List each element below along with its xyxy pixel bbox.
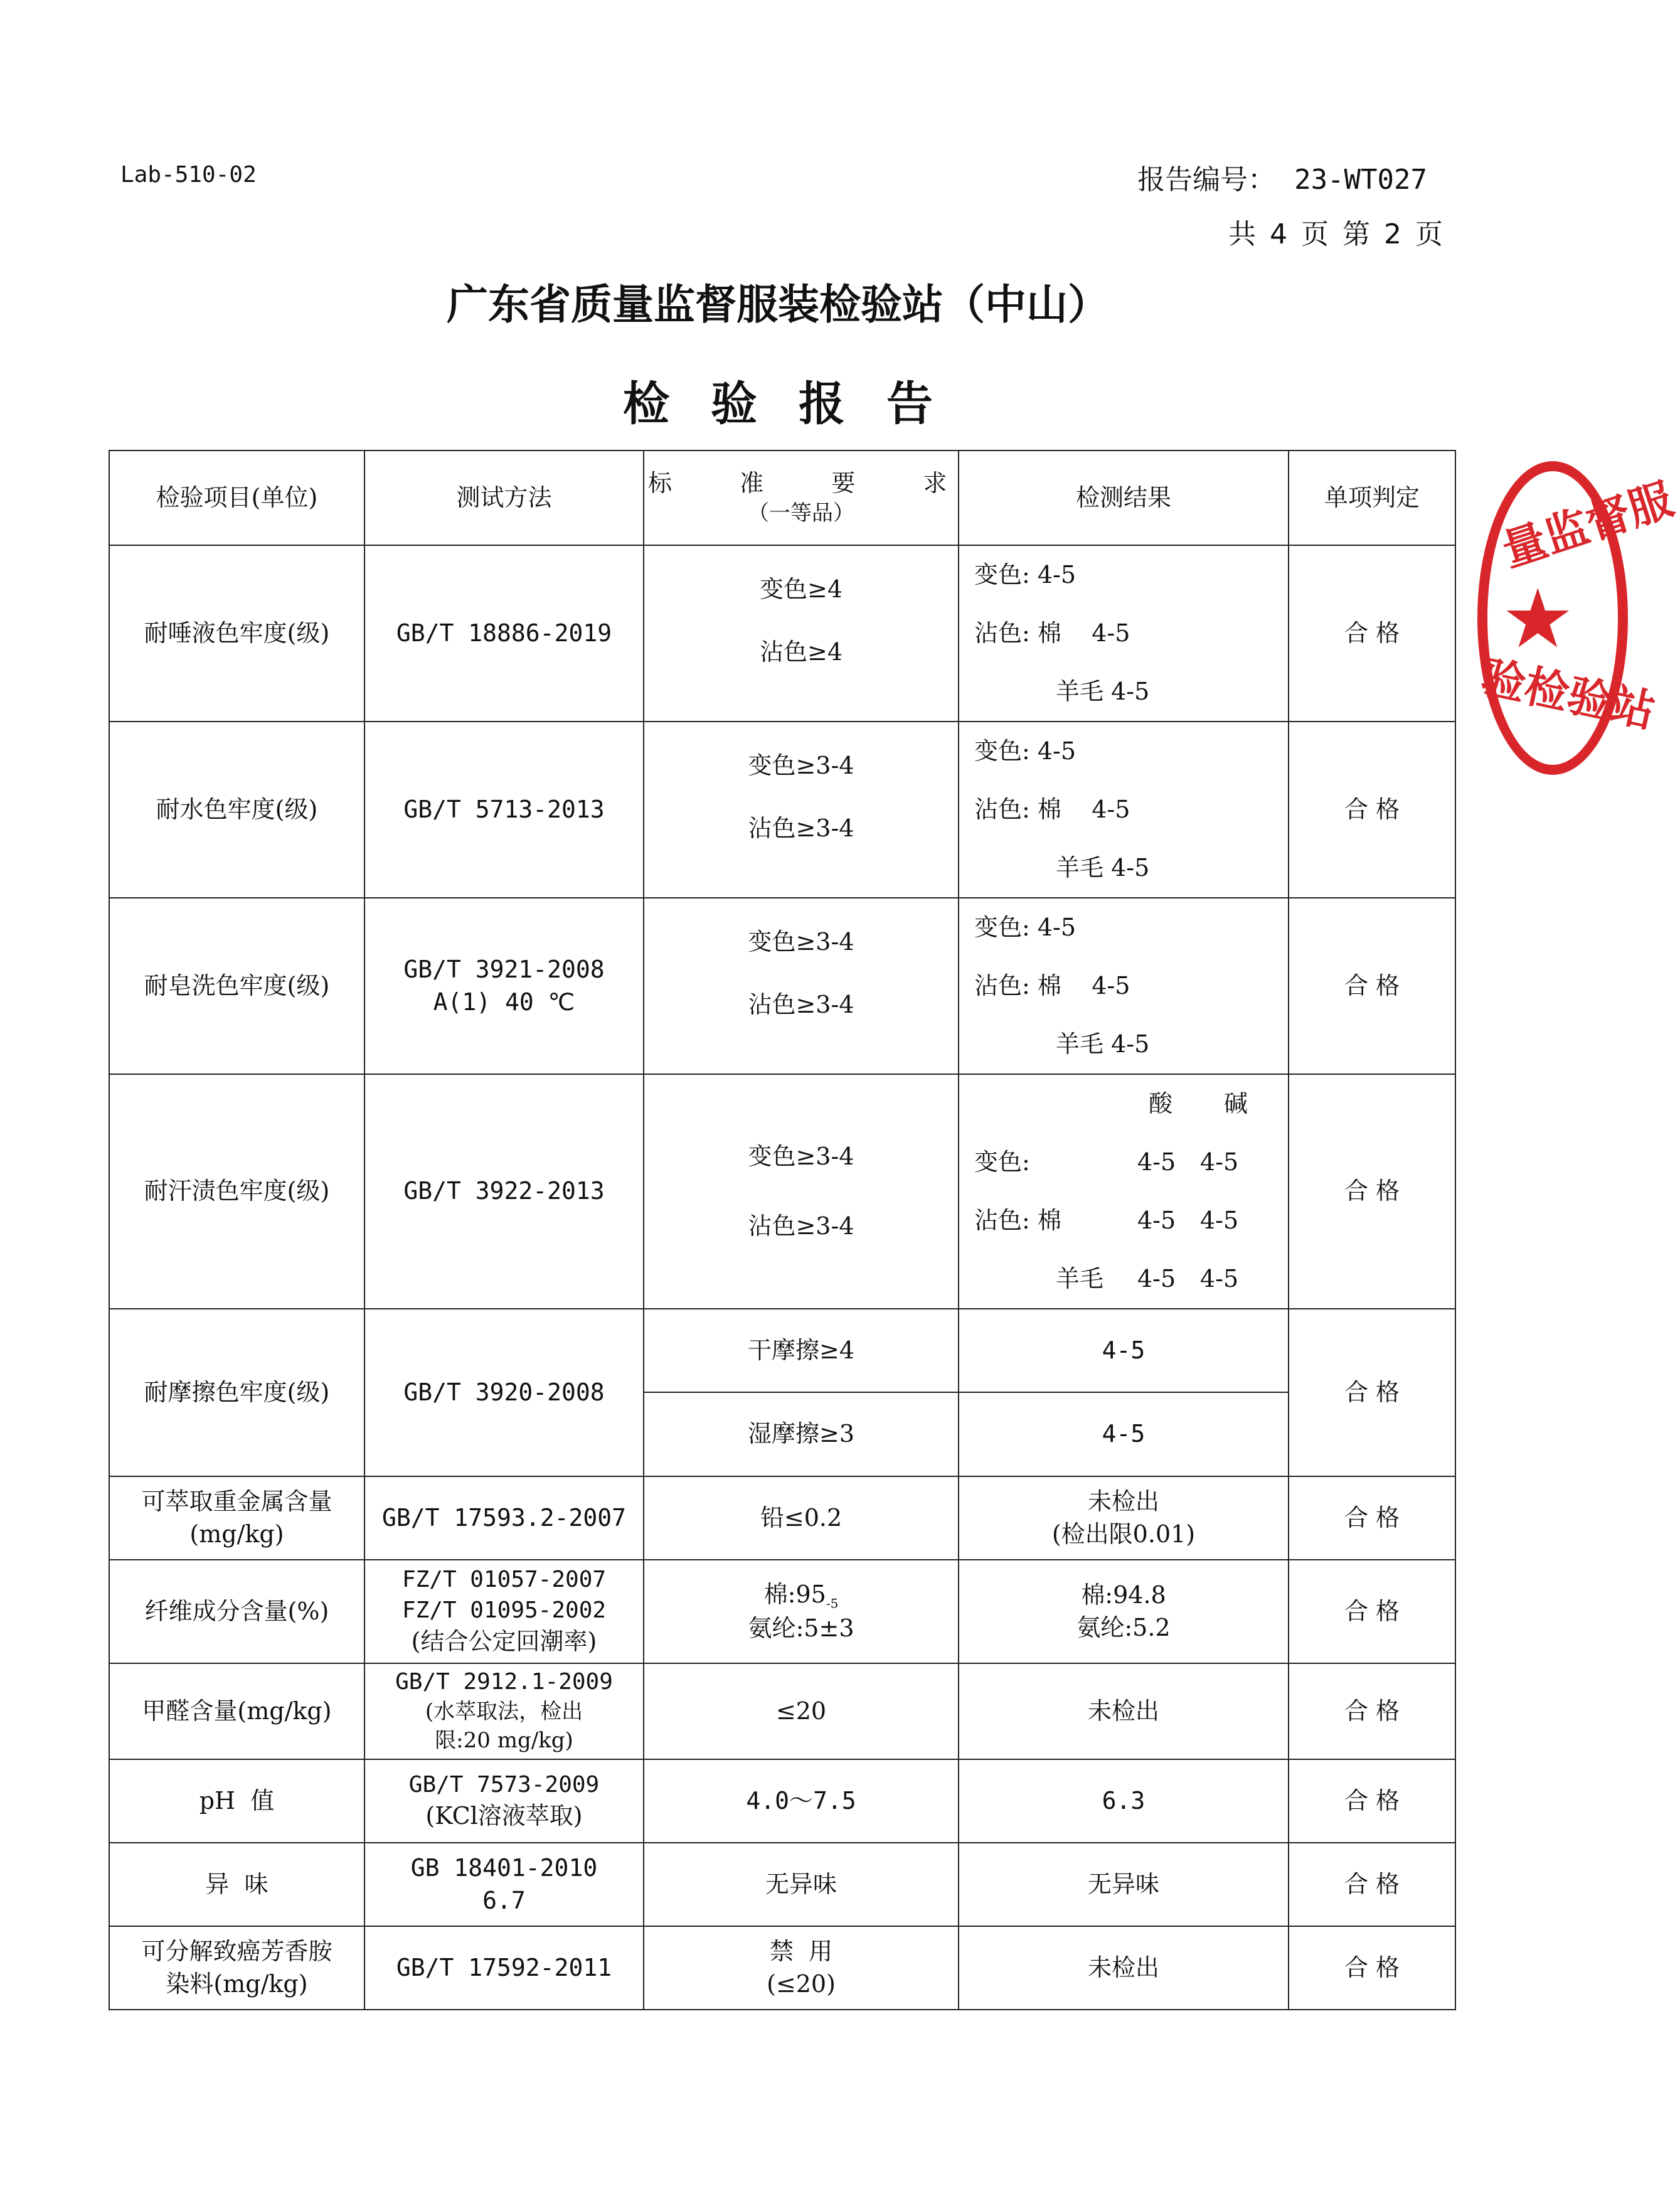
method-cell bbox=[364, 1663, 644, 1759]
requirement-line: 沾色≥3-4 bbox=[748, 814, 854, 842]
item-cell: 耐水色牢度(级) bbox=[109, 722, 364, 898]
table-row bbox=[109, 1074, 1455, 1309]
color-label: 变色: bbox=[974, 1148, 1030, 1176]
header-requirement-label: 标 准 要 求 bbox=[648, 469, 965, 497]
result-line: 未检出 bbox=[1087, 1488, 1159, 1516]
method-line: GB/T 2912.1-2009 bbox=[395, 1669, 613, 1695]
requirement-cell bbox=[644, 898, 959, 1074]
item-cell: 耐皂洗色牢度(级) bbox=[109, 898, 364, 1074]
judgement-cell: 合 格 bbox=[1289, 1560, 1455, 1663]
requirement-cell: 干摩擦≥4 bbox=[644, 1309, 959, 1392]
result-line: 羊毛 4-5 bbox=[1056, 678, 1150, 705]
requirement-cell: 湿摩擦≥3 bbox=[644, 1392, 959, 1476]
requirement-line: 变色≥3-4 bbox=[748, 928, 854, 956]
acid-header: 酸 bbox=[1149, 1090, 1173, 1117]
cotton-acid: 4-5 bbox=[1137, 1207, 1176, 1234]
organization-name: 广东省质量监督服装检验站（中山） bbox=[447, 280, 1109, 329]
table-row bbox=[109, 1560, 1455, 1663]
method-line: FZ/T 01095-2002 bbox=[401, 1597, 607, 1623]
table-row bbox=[109, 1476, 1455, 1560]
requirement-cell bbox=[644, 1560, 959, 1663]
stain-label: 沾色: 棉 bbox=[974, 1207, 1061, 1234]
item-line: (mg/kg) bbox=[189, 1520, 284, 1548]
requirement-line: 禁 用 bbox=[769, 1937, 833, 1966]
method-line: (KCl溶液萃取) bbox=[425, 1802, 583, 1830]
header-item: 检验项目(单位) bbox=[109, 450, 364, 545]
judgement-cell: 合 格 bbox=[1289, 545, 1455, 722]
requirement-line: (≤20) bbox=[767, 1969, 836, 1998]
result-line: 沾色: 棉 4-5 bbox=[974, 619, 1130, 647]
judgement-cell: 合 格 bbox=[1289, 898, 1455, 1074]
method-cell: GB/T 5713-2013 bbox=[364, 722, 644, 898]
item-cell bbox=[109, 1926, 364, 2010]
method-line: (结合公定回潮率) bbox=[411, 1628, 597, 1656]
header-judgement: 单项判定 bbox=[1289, 450, 1455, 545]
method-line: (水萃取法，检出 bbox=[425, 1698, 583, 1724]
table-row bbox=[109, 1663, 1455, 1759]
page-count: 共 4 页 第 2 页 bbox=[1228, 218, 1443, 250]
method-cell: GB/T 3922-2013 bbox=[364, 1074, 644, 1309]
result-cell: 4-5 bbox=[959, 1392, 1289, 1476]
result-line: 羊毛 4-5 bbox=[1056, 1030, 1150, 1058]
requirement-tolerance: -5 bbox=[826, 1596, 839, 1611]
requirement-cell: 4.0～7.5 bbox=[644, 1759, 959, 1843]
judgement-cell: 合 格 bbox=[1289, 1759, 1455, 1843]
result-line: 沾色: 棉 4-5 bbox=[974, 972, 1130, 999]
requirement-cell: ≤20 bbox=[644, 1663, 959, 1759]
sweat-results-grid bbox=[974, 1075, 1284, 1308]
method-cell bbox=[364, 1759, 644, 1843]
method-cell: GB/T 17592-2011 bbox=[364, 1926, 644, 2010]
method-cell bbox=[364, 1843, 644, 1926]
judgement-cell: 合 格 bbox=[1289, 1663, 1455, 1759]
item-cell: 甲醛含量(mg/kg) bbox=[109, 1663, 364, 1759]
result-cell bbox=[959, 1074, 1289, 1309]
header-requirement-sub: （一等品） bbox=[748, 501, 854, 526]
method-line: A(1) 40 ℃ bbox=[433, 988, 575, 1016]
report-number-value: 23-WT027 bbox=[1294, 164, 1427, 196]
seal-text-bottom: 验检验站 bbox=[1477, 651, 1660, 738]
table-row bbox=[109, 722, 1455, 898]
result-cell: 未检出 bbox=[959, 1926, 1289, 2010]
requirement-line: 沾色≥4 bbox=[759, 637, 843, 666]
result-cell bbox=[959, 898, 1289, 1074]
method-line: GB 18401-2010 bbox=[410, 1854, 598, 1882]
item-cell: pH 值 bbox=[109, 1759, 364, 1843]
method-cell: GB/T 18886-2019 bbox=[364, 545, 644, 722]
method-line: 限:20 mg/kg) bbox=[435, 1727, 573, 1753]
result-cell bbox=[959, 1560, 1289, 1663]
result-line: 羊毛 4-5 bbox=[1056, 854, 1150, 882]
result-cell: 4-5 bbox=[959, 1309, 1289, 1392]
item-cell bbox=[109, 1476, 364, 1560]
result-cell: 无异味 bbox=[959, 1843, 1289, 1926]
table-row bbox=[109, 1759, 1455, 1843]
result-cell bbox=[959, 545, 1289, 722]
method-cell: GB/T 3920-2008 bbox=[364, 1309, 644, 1476]
header-requirement bbox=[644, 450, 965, 545]
result-cell: 6.3 bbox=[959, 1759, 1289, 1843]
table-row bbox=[109, 1926, 1455, 2010]
table-row bbox=[109, 1309, 1455, 1392]
result-line: 变色: 4-5 bbox=[974, 914, 1077, 941]
requirement-line: 变色≥3-4 bbox=[748, 752, 854, 780]
result-line: 氨纶:5.2 bbox=[1077, 1613, 1171, 1641]
table-row bbox=[109, 898, 1455, 1074]
judgement-cell: 合 格 bbox=[1289, 1074, 1455, 1309]
result-line: 变色: 4-5 bbox=[974, 737, 1077, 765]
requirement-cell bbox=[644, 545, 959, 722]
wool-acid: 4-5 bbox=[1137, 1265, 1176, 1292]
color-alkali: 4-5 bbox=[1200, 1148, 1239, 1176]
wool-alkali: 4-5 bbox=[1200, 1265, 1239, 1292]
wool-label: 羊毛 bbox=[1056, 1265, 1104, 1292]
document-title: 检验报告 bbox=[623, 377, 974, 431]
result-line: 变色: 4-5 bbox=[974, 561, 1077, 589]
requirement-line: 沾色≥3-4 bbox=[748, 1212, 854, 1240]
judgement-cell: 合 格 bbox=[1289, 1926, 1455, 2010]
table-row bbox=[109, 545, 1455, 722]
header-result: 检测结果 bbox=[959, 450, 1289, 545]
result-line: 沾色: 棉 4-5 bbox=[974, 796, 1130, 823]
requirement-line bbox=[648, 1579, 954, 1612]
item-line: 可分解致癌芳香胺 bbox=[141, 1937, 332, 1966]
judgement-cell: 合 格 bbox=[1289, 1309, 1455, 1476]
requirement-line: 变色≥3-4 bbox=[748, 1142, 854, 1170]
lab-code: Lab-510-02 bbox=[120, 162, 257, 188]
method-line: GB/T 3921-2008 bbox=[403, 956, 605, 984]
result-line: (检出限0.01) bbox=[1051, 1520, 1196, 1548]
result-cell bbox=[959, 1476, 1289, 1560]
official-seal bbox=[1477, 461, 1679, 775]
alkali-header: 碱 bbox=[1224, 1090, 1248, 1117]
requirement-cotton: 棉:95 bbox=[763, 1580, 826, 1609]
method-cell bbox=[364, 1560, 644, 1663]
item-line: 可萃取重金属含量 bbox=[141, 1488, 332, 1516]
requirement-cell: 铅≤0.2 bbox=[644, 1476, 959, 1560]
report-number-label: 报告编号： bbox=[1137, 164, 1276, 196]
judgement-cell: 合 格 bbox=[1289, 722, 1455, 898]
result-cell bbox=[959, 722, 1289, 898]
test-report-table bbox=[109, 450, 1456, 2010]
requirement-cell: 无异味 bbox=[644, 1843, 959, 1926]
requirement-line: 变色≥4 bbox=[759, 575, 843, 604]
header-method: 测试方法 bbox=[364, 450, 644, 545]
table-header-row bbox=[109, 450, 1455, 545]
item-cell: 异 味 bbox=[109, 1843, 364, 1926]
cotton-alkali: 4-5 bbox=[1200, 1207, 1239, 1234]
requirement-cell bbox=[644, 1926, 959, 2010]
seal-text-top: 量监督服 bbox=[1496, 473, 1679, 577]
item-line: 染料(mg/kg) bbox=[166, 1969, 308, 1998]
seal-star-icon: ★ bbox=[1501, 571, 1575, 666]
requirement-cell bbox=[644, 1074, 959, 1309]
requirement-line: 沾色≥3-4 bbox=[748, 990, 854, 1018]
requirement-line: 氨纶:5±3 bbox=[748, 1614, 854, 1642]
table-row bbox=[109, 1843, 1455, 1926]
method-line: FZ/T 01057-2007 bbox=[401, 1567, 607, 1593]
judgement-cell: 合 格 bbox=[1289, 1476, 1455, 1560]
color-acid: 4-5 bbox=[1137, 1148, 1176, 1176]
method-line: GB/T 7573-2009 bbox=[408, 1771, 600, 1798]
result-cell: 未检出 bbox=[959, 1663, 1289, 1759]
item-cell: 纤维成分含量(%) bbox=[109, 1560, 364, 1663]
method-cell: GB/T 17593.2-2007 bbox=[364, 1476, 644, 1560]
report-number bbox=[1137, 157, 1427, 197]
result-line: 棉:94.8 bbox=[1081, 1581, 1166, 1609]
method-line: 6.7 bbox=[482, 1886, 526, 1914]
judgement-cell: 合 格 bbox=[1289, 1843, 1455, 1926]
item-cell: 耐唾液色牢度(级) bbox=[109, 545, 364, 722]
item-cell: 耐摩擦色牢度(级) bbox=[109, 1309, 364, 1476]
requirement-cell bbox=[644, 722, 959, 898]
method-cell bbox=[364, 898, 644, 1074]
item-cell: 耐汗渍色牢度(级) bbox=[109, 1074, 364, 1309]
